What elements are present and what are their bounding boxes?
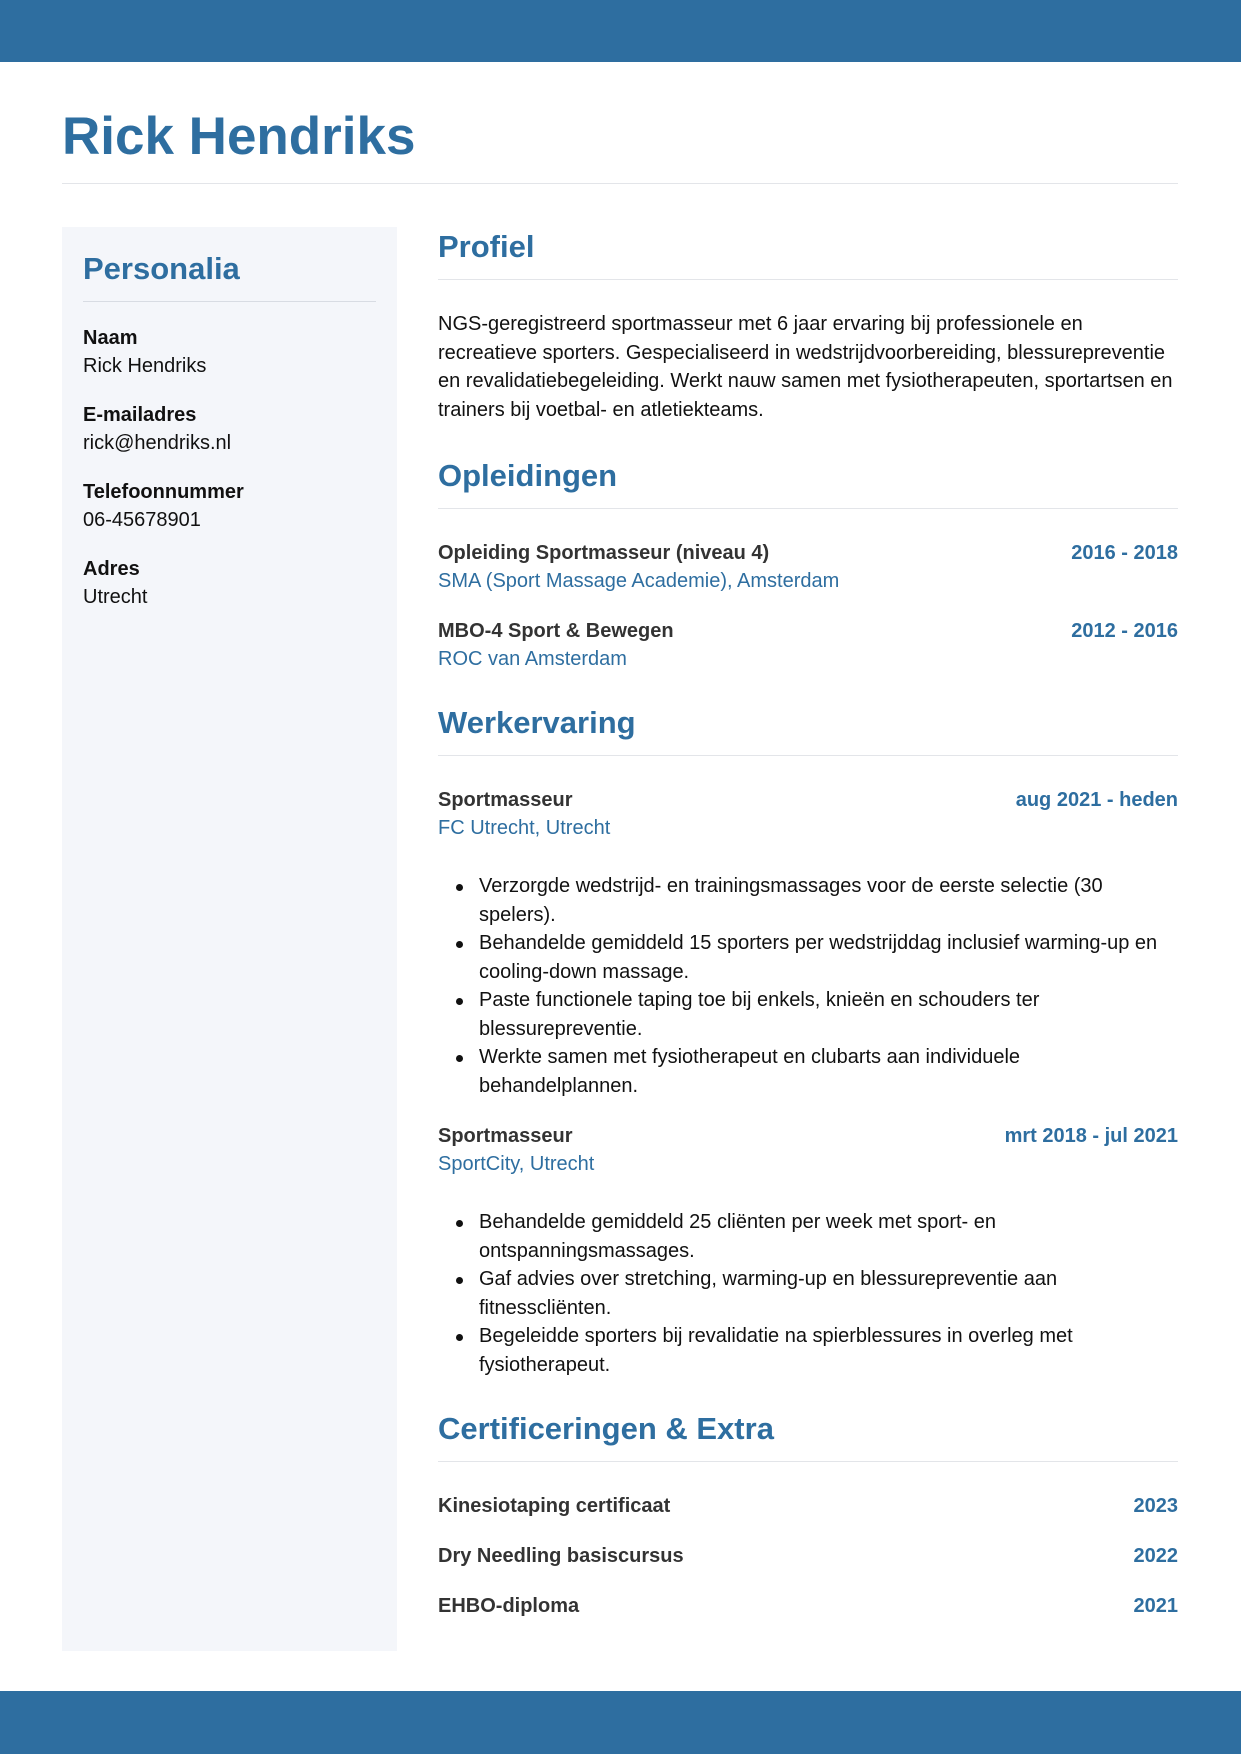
- certification-year: 2021: [1133, 1595, 1178, 1617]
- certifications-section: [438, 1409, 1178, 1620]
- job-entry: [438, 786, 1178, 1100]
- field-label: E-mailadres: [83, 404, 197, 426]
- education-title: Opleiding Sportmasseur (niveau 4): [438, 542, 770, 564]
- resume-header: [62, 102, 1178, 172]
- education-institution: ROC van Amsterdam: [438, 648, 627, 670]
- profile-section: [438, 227, 1178, 424]
- sidebar-title: Personalia: [83, 251, 240, 286]
- sidebar-divider: [83, 301, 376, 302]
- section-divider: [438, 1461, 1178, 1462]
- job-bullet: Behandelde gemiddeld 25 cliënten per week met sport- en ontspanningsmassages.: [438, 1208, 1178, 1265]
- certification-name: Kinesiotaping certificaat: [438, 1495, 671, 1517]
- section-title: Certificeringen & Extra: [438, 1411, 774, 1446]
- field-label: Naam: [83, 327, 138, 349]
- job-bullet: Werkte samen met fysiotherapeut en clubarts aan individuele behandelplannen.: [438, 1043, 1178, 1100]
- certification-row: [438, 1542, 1178, 1570]
- field-value: rick@hendriks.nl: [83, 432, 232, 454]
- job-employer: FC Utrecht, Utrecht: [438, 817, 611, 839]
- job-bullet: Gaf advies over stretching, warming-up en blessurepreventie aan fitnesscliënten.: [438, 1265, 1178, 1322]
- job-bullets: [438, 1208, 1178, 1379]
- field-email: [83, 401, 376, 457]
- job-bullet: Behandelde gemiddeld 15 sporters per wedstrijddag inclusief warming-up en cooling-down massage.: [438, 929, 1178, 986]
- bottom-accent-bar: [0, 1691, 1241, 1754]
- field-value: Rick Hendriks: [83, 355, 207, 377]
- field-phone: [83, 478, 376, 534]
- job-title: Sportmasseur: [438, 1125, 573, 1147]
- job-bullet: Verzorgde wedstrijd- en trainingsmassages voor de eerste selectie (30 spelers).: [438, 872, 1178, 929]
- certification-year: 2022: [1133, 1545, 1178, 1567]
- job-dates: aug 2021 - heden: [1015, 789, 1178, 811]
- job-dates: mrt 2018 - jul 2021: [1004, 1125, 1178, 1147]
- certification-name: Dry Needling basiscursus: [438, 1545, 684, 1567]
- job-bullets: [438, 872, 1178, 1100]
- field-label: Telefoonnummer: [83, 481, 244, 503]
- education-title: MBO-4 Sport & Bewegen: [438, 620, 674, 642]
- resume-main-column: [438, 227, 1178, 1642]
- education-dates: 2016 - 2018: [1071, 542, 1178, 564]
- field-label: Adres: [83, 558, 140, 580]
- job-title: Sportmasseur: [438, 789, 573, 811]
- job-entry: [438, 1122, 1178, 1379]
- job-bullet: Begeleidde sporters bij revalidatie na spierblessures in overleg met fysiotherapeut.: [438, 1322, 1178, 1379]
- job-employer: SportCity, Utrecht: [438, 1153, 595, 1175]
- candidate-name: Rick Hendriks: [62, 107, 416, 166]
- section-title: Opleidingen: [438, 458, 618, 493]
- certification-row: [438, 1592, 1178, 1620]
- profile-text: NGS-geregistreerd sportmasseur met 6 jaar ervaring bij professionele en recreatieve sporters. Gespecialiseerd in wedstrijdvoorbereiding, blessurepreventie en revalidatiebegeleiding. Werkt nauw samen met fysiotherapeuten, sportartsen en trainers bij voetbal- en atletiekteams.: [438, 313, 1173, 421]
- field-value: Utrecht: [83, 586, 148, 608]
- field-address: [83, 555, 376, 611]
- section-divider: [438, 755, 1178, 756]
- section-divider: [438, 508, 1178, 509]
- section-title: Profiel: [438, 229, 535, 264]
- work-experience-section: [438, 703, 1178, 1379]
- section-title: Werkervaring: [438, 705, 636, 740]
- section-divider: [438, 279, 1178, 280]
- personal-details-sidebar: [62, 227, 397, 1651]
- field-value: 06-45678901: [83, 509, 201, 531]
- field-name: [83, 324, 376, 380]
- job-bullet: Paste functionele taping toe bij enkels, knieën en schouders ter blessurepreventie.: [438, 986, 1178, 1043]
- certification-name: EHBO-diploma: [438, 1595, 580, 1617]
- education-section: [438, 456, 1178, 673]
- education-entry: [438, 539, 1178, 595]
- education-institution: SMA (Sport Massage Academie), Amsterdam: [438, 570, 840, 592]
- education-entry: [438, 617, 1178, 673]
- top-accent-bar: [0, 0, 1241, 62]
- certification-row: [438, 1492, 1178, 1520]
- header-divider: [62, 183, 1178, 184]
- education-dates: 2012 - 2016: [1071, 620, 1178, 642]
- certification-year: 2023: [1133, 1495, 1178, 1517]
